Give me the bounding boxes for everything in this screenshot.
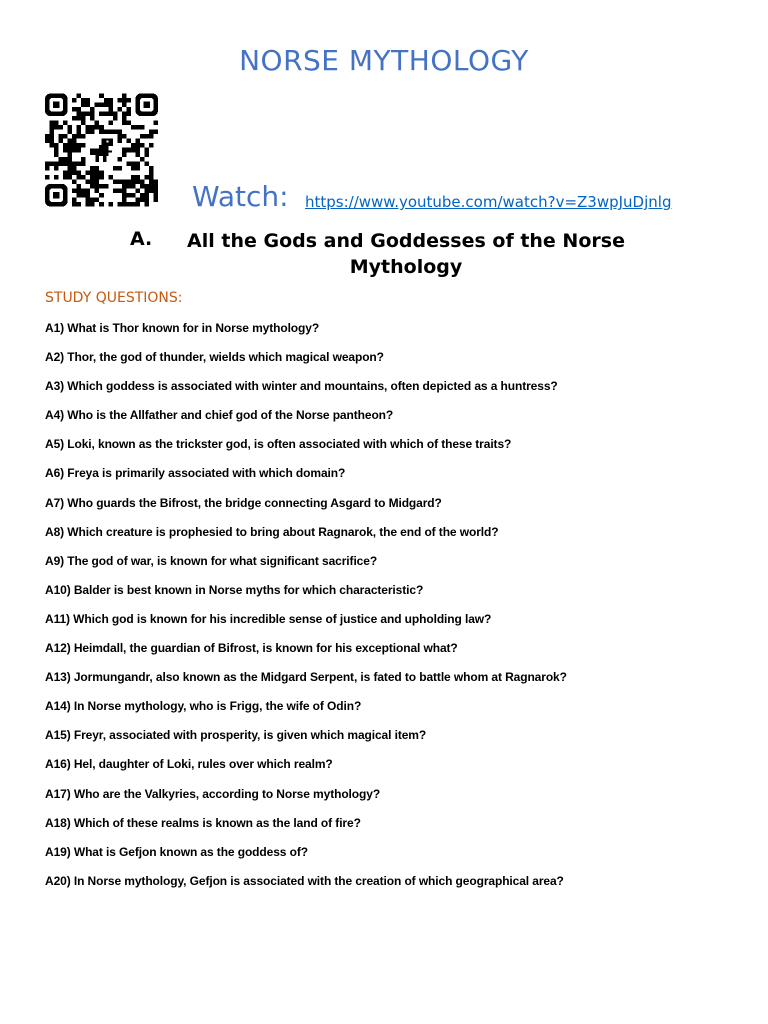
list-item: A2) Thor, the god of thunder, wields which magical weapon? — [45, 350, 384, 365]
qr-module — [63, 161, 68, 166]
qr-module — [108, 107, 113, 112]
list-item: A15) Freyr, associated with prosperity, is given which magical item? — [45, 728, 427, 743]
qr-module — [77, 184, 82, 189]
qr-module — [68, 125, 73, 130]
qr-module — [63, 175, 68, 180]
qr-module — [72, 148, 77, 153]
qr-module — [99, 94, 104, 99]
list-item: A1) What is Thor known for in Norse mythology? — [45, 321, 320, 335]
list-item: A14) In Norse mythology, who is Frigg, the wife of Odin? — [45, 699, 362, 714]
qr-module — [117, 130, 122, 135]
qr-module — [149, 170, 154, 175]
qr-module — [63, 170, 68, 175]
qr-module — [135, 152, 140, 157]
qr-module — [59, 134, 64, 139]
qr-module — [135, 148, 140, 153]
qr-module — [63, 134, 68, 139]
qr-module — [126, 148, 131, 153]
list-item: A8) Which creature is prophesied to bring about Ragnarok, the end of the world? — [45, 524, 499, 539]
qr-module — [54, 175, 59, 180]
qr-module — [95, 103, 100, 108]
qr-module — [90, 107, 95, 112]
qr-module — [95, 197, 100, 202]
qr-module — [153, 193, 158, 198]
qr-module — [126, 202, 131, 207]
qr-module — [117, 157, 122, 162]
watch-label: Watch: — [192, 180, 289, 213]
qr-module — [149, 175, 154, 180]
qr-module — [99, 103, 104, 108]
qr-module — [108, 121, 113, 126]
qr-module — [104, 98, 109, 103]
qr-module — [90, 166, 95, 171]
list-item: A4) Who is the Allfather and chief god of the Norse pantheon? — [45, 408, 394, 423]
qr-module — [144, 175, 149, 180]
qr-module — [144, 148, 149, 153]
qr-module — [104, 184, 109, 189]
qr-module — [126, 98, 131, 103]
qr-module — [122, 193, 127, 198]
qr-module — [59, 139, 64, 144]
qr-module — [126, 121, 131, 126]
list-item: A6) Freya is primarily associated with which domain? — [45, 466, 346, 481]
qr-module — [45, 166, 50, 171]
qr-module — [117, 166, 122, 171]
qr-module — [72, 139, 77, 144]
qr-module — [63, 148, 68, 153]
qr-module — [126, 112, 131, 117]
qr-module — [149, 179, 154, 184]
qr-module — [149, 130, 154, 135]
qr-module — [95, 184, 100, 189]
qr-module — [117, 202, 122, 207]
qr-module — [81, 121, 86, 126]
qr-module — [86, 125, 91, 130]
qr-module — [72, 166, 77, 171]
qr-module — [108, 130, 113, 135]
qr-module — [149, 143, 154, 148]
qr-module — [45, 161, 50, 166]
list-item: A16) Hel, daughter of Loki, rules over which realm? — [45, 757, 333, 772]
qr-module — [117, 188, 122, 193]
qr-module — [54, 148, 59, 153]
qr-module — [117, 107, 122, 112]
list-item: A7) Who guards the Bifrost, the bridge connecting Asgard to Midgard? — [45, 495, 442, 510]
qr-module — [113, 116, 118, 121]
qr-module — [68, 166, 73, 171]
qr-module — [117, 179, 122, 184]
qr-module — [140, 134, 145, 139]
qr-module — [68, 152, 73, 157]
qr-module — [122, 179, 127, 184]
qr-module — [81, 157, 86, 162]
qr-module — [95, 166, 100, 171]
qr-module — [122, 112, 127, 117]
qr-module — [81, 188, 86, 193]
qr-module — [122, 188, 127, 193]
qr-module — [144, 134, 149, 139]
page-title: NORSE MYTHOLOGY — [239, 44, 529, 77]
qr-module — [99, 125, 104, 130]
qr-module — [54, 166, 59, 171]
qr-module — [135, 188, 140, 193]
qr-module — [68, 161, 73, 166]
qr-module — [126, 107, 131, 112]
qr-module — [131, 148, 136, 153]
qr-module — [77, 130, 82, 135]
qr-module — [117, 98, 122, 103]
qr-module — [72, 116, 77, 121]
qr-module — [99, 170, 104, 175]
qr-module — [68, 157, 73, 162]
qr-module — [68, 130, 73, 135]
qr-module — [81, 193, 86, 198]
qr-module — [86, 179, 91, 184]
video-link[interactable]: https://www.youtube.com/watch?v=Z3wpJuDjnlg — [305, 193, 672, 211]
qr-module — [135, 143, 140, 148]
qr-module — [77, 170, 82, 175]
qr-module — [113, 179, 118, 184]
qr-module — [81, 143, 86, 148]
qr-module — [72, 202, 77, 207]
qr-module — [140, 184, 145, 189]
qr-module — [113, 130, 118, 135]
qr-module — [72, 98, 77, 103]
qr-module — [122, 121, 127, 126]
qr-module — [135, 179, 140, 184]
qr-module — [90, 197, 95, 202]
list-item: A5) Loki, known as the trickster god, is often associated with which of these traits? — [45, 437, 512, 452]
qr-module — [90, 116, 95, 121]
qr-module — [54, 143, 59, 148]
qr-module — [135, 202, 140, 207]
qr-module — [81, 103, 86, 108]
qr-module — [50, 161, 55, 166]
qr-module — [122, 197, 127, 202]
qr-module — [54, 125, 59, 130]
qr-module — [135, 139, 140, 144]
qr-module — [50, 139, 55, 144]
qr-module — [113, 112, 118, 117]
qr-module — [86, 103, 91, 108]
qr-module — [126, 179, 131, 184]
qr-module — [77, 125, 82, 130]
qr-module — [140, 157, 145, 162]
qr-module — [77, 175, 82, 180]
qr-module — [131, 161, 136, 166]
qr-module — [77, 116, 82, 121]
qr-module — [95, 175, 100, 180]
qr-module — [54, 161, 59, 166]
qr-module — [126, 139, 131, 144]
qr-module — [81, 161, 86, 166]
qr-module — [99, 175, 104, 180]
qr-module — [86, 130, 91, 135]
qr-module — [59, 125, 64, 130]
qr-module — [86, 112, 91, 117]
list-item: A12) Heimdall, the guardian of Bifrost, is known for his exceptional what? — [45, 641, 458, 656]
qr-code-icon — [45, 92, 158, 208]
qr-module — [149, 184, 154, 189]
qr-module — [140, 143, 145, 148]
qr-module — [77, 202, 82, 207]
qr-module — [95, 121, 100, 126]
qr-module — [108, 103, 113, 108]
qr-module — [72, 161, 77, 166]
qr-module — [68, 170, 73, 175]
qr-module — [122, 148, 127, 153]
qr-module — [126, 161, 131, 166]
qr-module — [99, 184, 104, 189]
qr-module — [144, 197, 149, 202]
qr-module — [122, 94, 127, 99]
qr-module — [77, 112, 82, 117]
qr-module — [77, 143, 82, 148]
list-item: A10) Balder is best known in Norse myths for which characteristic? — [45, 582, 424, 597]
qr-module — [108, 98, 113, 103]
qr-module — [113, 188, 118, 193]
list-item: A11) Which god is known for his incredible sense of justice and upholding law? — [45, 611, 492, 626]
qr-module — [140, 193, 145, 198]
qr-module — [153, 188, 158, 193]
qr-module — [45, 139, 50, 144]
section-heading: All the Gods and Goddesses of the Norse Mythology — [187, 230, 625, 278]
qr-module — [126, 193, 131, 198]
question-list — [45, 320, 745, 902]
qr-module — [45, 134, 50, 139]
qr-module — [131, 143, 136, 148]
qr-module — [95, 179, 100, 184]
qr-module — [68, 148, 73, 153]
qr-module — [86, 188, 91, 193]
list-item: A9) The god of war, is known for what significant sacrifice? — [45, 553, 378, 568]
qr-module — [90, 202, 95, 207]
qr-module — [54, 121, 59, 126]
qr-module — [77, 94, 82, 99]
qr-module — [72, 188, 77, 193]
qr-module — [131, 179, 136, 184]
qr-module — [45, 175, 50, 180]
qr-module — [144, 202, 149, 207]
qr-module — [144, 152, 149, 157]
qr-module — [81, 98, 86, 103]
qr-module — [153, 184, 158, 189]
qr-module — [72, 179, 77, 184]
qr-module — [90, 125, 95, 130]
list-item: A3) Which goddess is associated with winter and mountains, often depicted as a huntress? — [45, 379, 558, 394]
qr-module — [144, 188, 149, 193]
qr-module — [149, 166, 154, 171]
list-item: A17) Who are the Valkyries, according to Norse mythology? — [45, 786, 381, 801]
qr-module — [149, 134, 154, 139]
qr-module — [86, 197, 91, 202]
qr-module — [90, 170, 95, 175]
qr-module — [131, 125, 136, 130]
qr-module — [144, 161, 149, 166]
qr-module — [72, 143, 77, 148]
qr-module — [140, 125, 145, 130]
qr-module — [77, 148, 82, 153]
qr-module — [153, 130, 158, 135]
qr-module — [131, 193, 136, 198]
qr-module — [135, 166, 140, 171]
qr-module — [77, 134, 82, 139]
qr-module — [68, 175, 73, 180]
qr-module — [63, 143, 68, 148]
qr-module — [50, 130, 55, 135]
qr-module — [104, 112, 109, 117]
qr-module — [50, 121, 55, 126]
qr-module — [108, 112, 113, 117]
qr-module — [140, 197, 145, 202]
qr-module — [126, 184, 131, 189]
qr-module — [86, 98, 91, 103]
qr-module — [108, 202, 113, 207]
qr-module — [117, 139, 122, 144]
qr-module — [144, 193, 149, 198]
qr-module — [50, 143, 55, 148]
qr-module — [131, 184, 136, 189]
qr-module — [99, 130, 104, 135]
qr-module — [77, 193, 82, 198]
qr-module — [72, 134, 77, 139]
qr-module — [90, 112, 95, 117]
qr-module — [90, 130, 95, 135]
qr-module — [122, 202, 127, 207]
qr-module — [122, 98, 127, 103]
qr-module — [68, 139, 73, 144]
qr-module — [149, 188, 154, 193]
qr-module — [95, 170, 100, 175]
qr-module — [72, 107, 77, 112]
qr-module — [153, 121, 158, 126]
qr-module — [104, 130, 109, 135]
qr-module — [122, 134, 127, 139]
qr-module — [72, 197, 77, 202]
qr-module — [59, 161, 64, 166]
qr-module — [54, 152, 59, 157]
qr-module — [95, 125, 100, 130]
qr-module — [86, 170, 91, 175]
qr-module — [99, 112, 104, 117]
qr-module — [81, 116, 86, 121]
qr-module — [144, 184, 149, 189]
qr-module — [108, 175, 113, 180]
qr-module — [59, 157, 64, 162]
qr-module — [68, 143, 73, 148]
qr-module — [86, 193, 91, 198]
qr-module — [95, 188, 100, 193]
list-item: A20) In Norse mythology, Gefjon is associated with the creation of which geographical area? — [45, 873, 564, 888]
qr-module — [90, 175, 95, 180]
qr-module — [63, 121, 68, 126]
qr-module — [153, 197, 158, 202]
qr-module — [63, 157, 68, 162]
qr-module — [122, 103, 127, 108]
qr-module — [113, 166, 118, 171]
qr-module — [140, 179, 145, 184]
qr-module — [90, 179, 95, 184]
qr-module — [131, 166, 136, 171]
qr-module — [122, 152, 127, 157]
qr-module — [77, 107, 82, 112]
qr-module — [131, 175, 136, 180]
qr-module — [135, 175, 140, 180]
qr-module — [122, 184, 127, 189]
section-letter: A. — [130, 228, 153, 250]
qr-module — [122, 116, 127, 121]
qr-module — [50, 134, 55, 139]
qr-module — [81, 175, 86, 180]
qr-module — [81, 134, 86, 139]
qr-module — [99, 202, 104, 207]
qr-module — [117, 134, 122, 139]
qr-module — [72, 170, 77, 175]
list-item: A18) Which of these realms is known as the land of fire? — [45, 815, 361, 830]
qr-module — [77, 161, 82, 166]
qr-module — [153, 179, 158, 184]
qr-module — [77, 188, 82, 193]
list-item: A13) Jormungandr, also known as the Midgard Serpent, is fated to battle whom at Ragnarok? — [45, 670, 567, 685]
qr-module — [135, 197, 140, 202]
list-item: A19) What is Gefjon known as the goddess of? — [45, 844, 308, 859]
qr-module — [104, 103, 109, 108]
qr-module — [135, 125, 140, 130]
qr-module — [135, 161, 140, 166]
qr-module — [50, 125, 55, 130]
qr-module — [90, 184, 95, 189]
qr-module — [86, 202, 91, 207]
qr-module — [99, 193, 104, 198]
qr-module — [81, 112, 86, 117]
qr-module — [131, 202, 136, 207]
study-questions-label: STUDY QUESTIONS: — [45, 290, 183, 306]
